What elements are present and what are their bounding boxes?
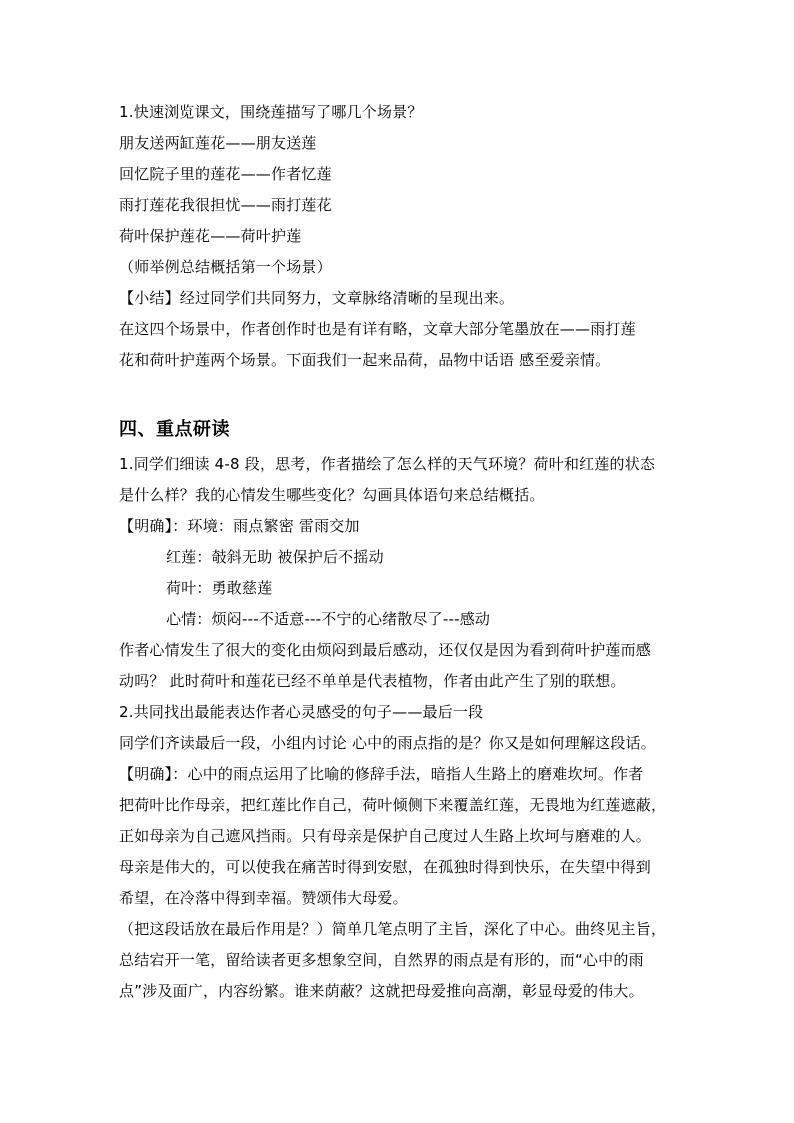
- paragraph-line: 【明确】：心中的雨点运用了比喻的修辞手法，暗指人生路上的磨难坎坷。作者: [119, 765, 644, 783]
- question-scenes: 1.快速浏览课文，围绕莲描写了哪几个场景？: [119, 103, 423, 121]
- question-line: 1.同学们细读 4-8 段，思考，作者描绘了怎么样的天气环境？荷叶和红莲的状态: [119, 455, 656, 473]
- paragraph-line: 母亲是伟大的，可以使我在痛苦时得到安慰，在孤独时得到快乐，在失望中得到: [119, 858, 652, 876]
- paragraph-line: 正如母亲为自己遮风挡雨。只有母亲是保护自己度过人生路上坎坷与磨难的人。: [119, 827, 652, 845]
- paragraph-line: 点”涉及面广，内容纷繁。谁来荫蔽？这就把母爱推向高潮，彰显母爱的伟大。: [119, 982, 644, 1000]
- scene-4: 荷叶保护莲花——荷叶护莲: [119, 227, 302, 245]
- section-heading: 四、重点研读: [119, 419, 230, 440]
- scene-2: 回忆院子里的莲花——作者忆莲: [119, 165, 332, 183]
- summary: 【小结】经过同学们共同努力，文章脉络清晰的呈现出来。: [119, 289, 515, 307]
- paragraph-line: 把荷叶比作母亲，把红莲比作自己，荷叶倾侧下来覆盖红莲，无畏地为红莲遮蔽，: [119, 796, 667, 814]
- paragraph-line: 花和荷叶护莲两个场景。下面我们一起来品荷，品物中话语 感至爱亲情。: [119, 351, 611, 369]
- paragraph-line: 作者心情发生了很大的变化由烦闷到最后感动，还仅仅是因为看到荷叶护莲而感: [119, 641, 652, 659]
- teacher-note: （师举例总结概括第一个场景）: [119, 258, 332, 276]
- paragraph-line: 希望，在冷落中得到幸福。赞颂伟大母爱。: [119, 889, 408, 907]
- answer-red-lotus: 红莲：攲斜无助 被保护后不摇动: [166, 548, 384, 566]
- paragraph-line: 同学们齐读最后一段，小组内讨论 心中的雨点指的是？你又是如何理解这段话。: [119, 734, 656, 752]
- answer-mood: 心情：烦闷---不适意---不宁的心绪散尽了---感动: [166, 610, 491, 628]
- scene-3: 雨打莲花我很担忧——雨打莲花: [119, 196, 332, 214]
- question-line: 2.共同找出最能表达作者心灵感受的句子——最后一段: [119, 703, 484, 721]
- scene-1: 朋友送两缸莲花——朋友送莲: [119, 134, 317, 152]
- answer-environment: 【明确】：环境：雨点繁密 雷雨交加: [119, 517, 360, 535]
- paragraph-line: （把这段话放在最后作用是？）简单几笔点明了主旨，深化了中心。曲终见主旨，: [119, 920, 667, 938]
- question-line: 是什么样？我的心情发生哪些变化？勾画具体语句来总结概括。: [119, 486, 545, 504]
- paragraph-line: 动吗？ 此时荷叶和莲花已经不单单是代表植物，作者由此产生了别的联想。: [119, 672, 626, 690]
- paragraph-line: 总结宕开一笔，留给读者更多想象空间，自然界的雨点是有形的，而“心中的雨: [119, 951, 644, 969]
- answer-lotus-leaf: 荷叶：勇敢慈莲: [166, 579, 273, 597]
- paragraph-line: 在这四个场景中，作者创作时也是有详有略，文章大部分笔墨放在——雨打莲: [119, 320, 636, 338]
